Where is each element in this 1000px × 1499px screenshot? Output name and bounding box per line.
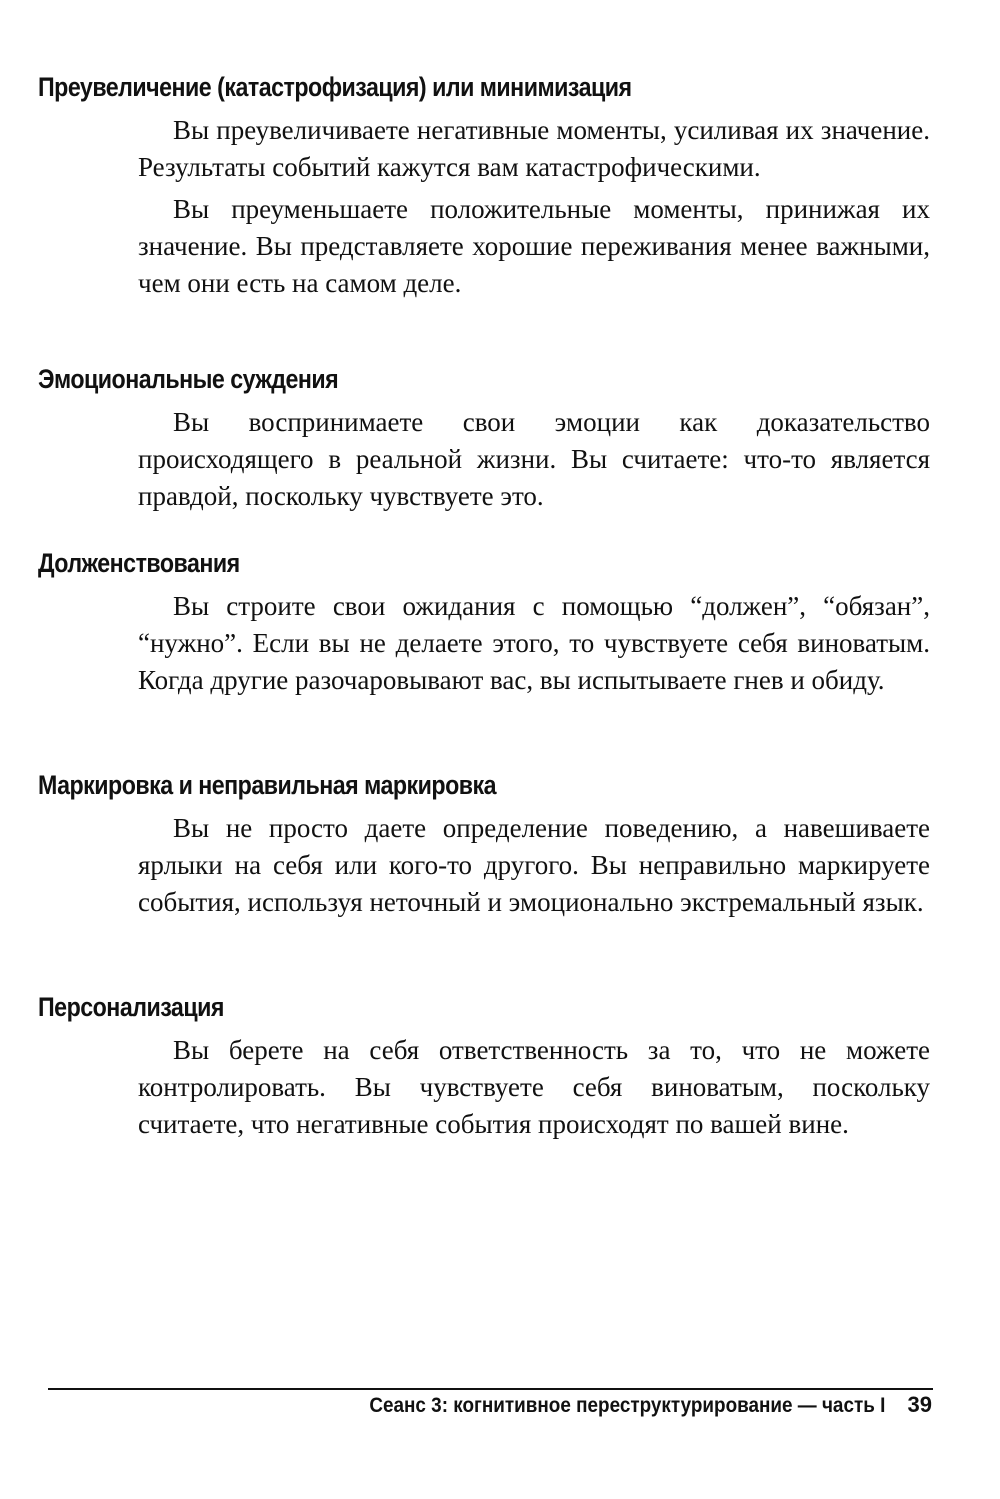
paragraph: Вы берете на себя ответственность за то, что не можете контролировать. Вы чувствуете себя виноватым, поскольку считаете, что негативные события происходят по вашей вине.	[138, 1035, 930, 1139]
section-should-statements	[38, 546, 930, 699]
paragraph: Вы не просто даете определение поведению, а навешиваете ярлыки на себя или кого-то другого. Вы неправильно маркируете события, используя неточный и эмоционально экстремальный язык.	[138, 813, 930, 917]
section-personalization	[38, 990, 930, 1143]
paragraph: Вы воспринимаете свои эмоции как доказательство происходящего в реальной жизни. Вы считаете: что-то является правдой, поскольку чувствуете это.	[138, 407, 930, 511]
paragraph: Вы строите свои ожидания с помощью “должен”, “обязан”, “нужно”. Если вы не делаете этого, то чувствуете себя виноватым. Когда другие разочаровывают вас, вы испытываете гнев и обиду.	[138, 591, 930, 695]
section-heading: Маркировка и неправильная маркировка	[38, 770, 497, 800]
section-magnification	[38, 70, 930, 302]
page-number: 39	[907, 1392, 932, 1417]
section-heading: Долженствования	[38, 548, 240, 578]
paragraph: Вы преуменьшаете положительные моменты, принижая их значение. Вы представляете хорошие переживания менее важными, чем они есть на самом деле.	[138, 194, 930, 298]
section-heading: Персонализация	[38, 992, 224, 1022]
running-title: Сеанс 3: когнитивное переструктурирование — часть I	[369, 1394, 886, 1417]
page-footer	[312, 1390, 932, 1421]
section-emotional-reasoning	[38, 362, 930, 515]
paragraph: Вы преувеличиваете негативные моменты, усиливая их значение. Результаты событий кажутся вам катастрофическими.	[138, 115, 930, 182]
section-heading: Эмоциональные суждения	[38, 364, 339, 394]
section-labeling	[38, 768, 930, 921]
section-heading: Преувеличение (катастрофизация) или минимизация	[38, 72, 632, 102]
